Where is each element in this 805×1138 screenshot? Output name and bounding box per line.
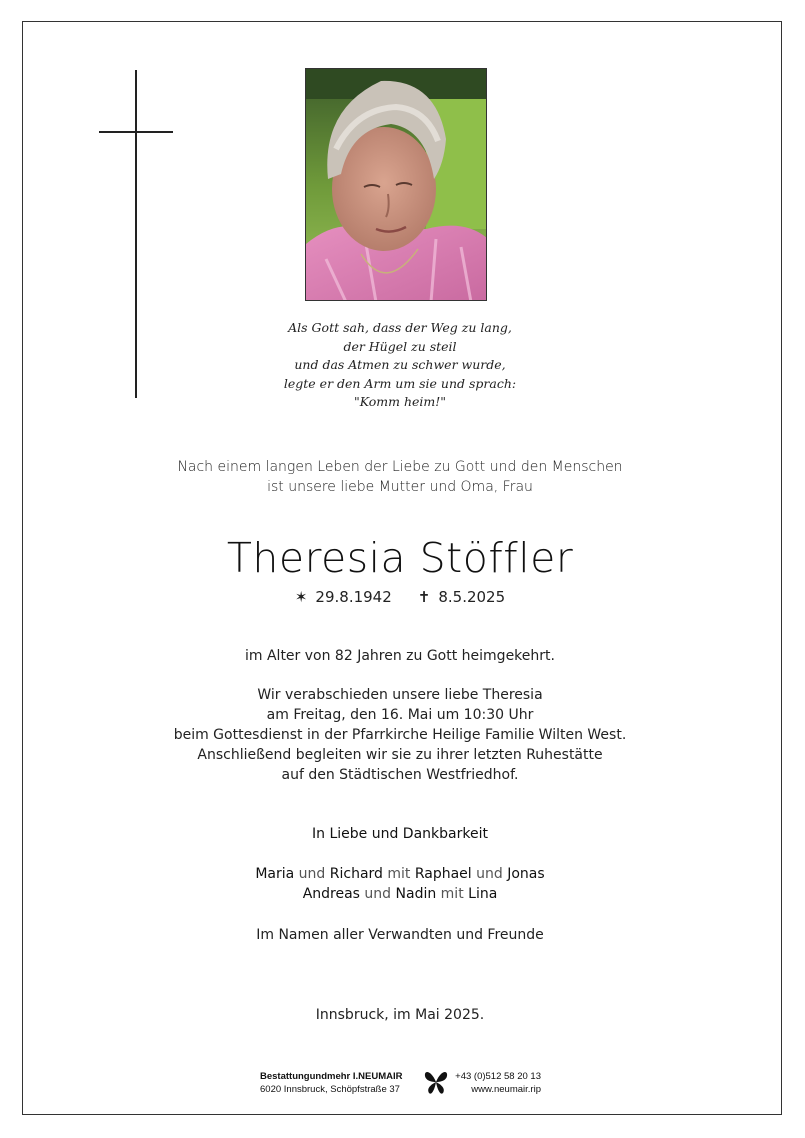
- ceremony-line: Anschließend begleiten wir sie zu ihrer letzten Ruhestätte: [197, 747, 603, 763]
- deceased-name: Theresia Stöffler: [226, 534, 574, 582]
- place-date: Innsbruck, im Mai 2025.: [315, 1007, 485, 1023]
- family-name: Richard: [329, 866, 383, 882]
- star-icon: ✶: [294, 588, 308, 606]
- company-address: 6020 Innsbruck, Schöpfstraße 37: [260, 1084, 400, 1095]
- phone-number[interactable]: +43 (0)512 58 20 13: [455, 1071, 541, 1082]
- ceremony-line: Wir verabschieden unsere liebe Theresia: [257, 687, 543, 703]
- cross-icon-horizontal: [99, 131, 173, 133]
- company-name: Bestattungundmehr: [260, 1071, 351, 1082]
- poem-line: der Hügel zu steil: [343, 338, 457, 354]
- cross-icon: ✝: [417, 588, 431, 606]
- family-line-1: [100, 864, 700, 884]
- family-name: Andreas: [302, 886, 360, 902]
- family-line-2: [100, 884, 700, 904]
- ceremony-line: beim Gottesdienst in der Pfarrkirche Heilige Familie Wilten West.: [173, 727, 627, 743]
- company-brand: I.NEUMAIR: [352, 1071, 403, 1082]
- connector: und: [294, 866, 330, 882]
- thanks-line: In Liebe und Dankbarkeit: [312, 826, 488, 842]
- ceremony-line: am Freitag, den 16. Mai um 10:30 Uhr: [266, 707, 534, 723]
- intro-line: Nach einem langen Leben der Liebe zu Gott und den Menschen: [177, 459, 623, 475]
- family-name: Nadin: [395, 886, 437, 902]
- connector: und: [471, 866, 508, 882]
- website-link[interactable]: www.neumair.rip: [471, 1084, 541, 1095]
- family-name: Maria: [255, 866, 295, 882]
- connector: und: [359, 886, 396, 902]
- family-name: Raphael: [414, 866, 472, 882]
- footer-company: [260, 1070, 403, 1096]
- poem: [200, 319, 600, 412]
- footer-contact: [455, 1070, 541, 1096]
- poem-line: legte er den Arm um sie und sprach:: [283, 375, 517, 391]
- poem-line: "Komm heim!": [353, 394, 447, 409]
- age-line: im Alter von 82 Jahren zu Gott heimgekehrt.: [245, 648, 555, 664]
- family-name: Lina: [468, 886, 498, 902]
- cross-icon-vertical: [135, 70, 137, 398]
- ceremony-line: auf den Städtischen Westfriedhof.: [281, 767, 519, 783]
- portrait-photo: [305, 68, 487, 301]
- intro-line: ist unsere liebe Mutter und Oma, Frau: [267, 479, 533, 495]
- birth-date: 29.8.1942: [315, 588, 392, 606]
- connector: mit: [436, 886, 469, 902]
- ceremony-text: [100, 685, 700, 785]
- connector: mit: [382, 866, 415, 882]
- relatives-line: Im Namen aller Verwandten und Freunde: [256, 927, 544, 943]
- intro-text: [100, 457, 700, 497]
- life-dates: [100, 586, 700, 608]
- family-names: [100, 864, 700, 904]
- death-date: 8.5.2025: [438, 588, 506, 606]
- family-name: Jonas: [507, 866, 545, 882]
- poem-line: und das Atmen zu schwer wurde,: [294, 357, 506, 372]
- poem-line: Als Gott sah, dass der Weg zu lang,: [288, 320, 512, 335]
- butterfly-logo-icon: [423, 1068, 449, 1096]
